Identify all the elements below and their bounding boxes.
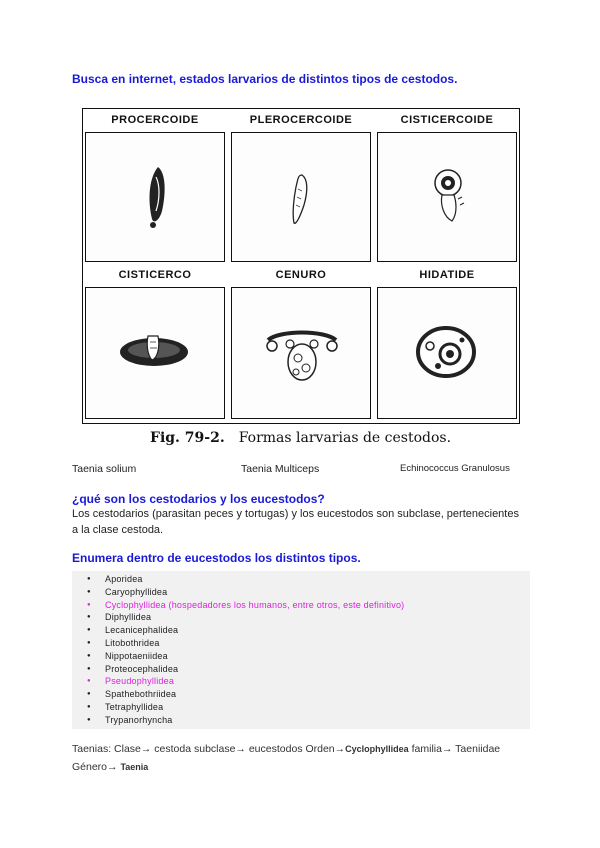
heading-larval-stages: Busca en internet, estados larvarios de distintos tipos de cestodos. (72, 72, 458, 86)
panel-procercoide (85, 132, 225, 262)
panel-hidatide (377, 287, 517, 419)
species-taenia-solium: Taenia solium (72, 463, 137, 475)
taxonomy-classification: Taenias: Clase→ cestoda subclase→ eucestodos Orden→ (72, 743, 346, 755)
label-cenuro: CENURO (275, 269, 327, 281)
label-cisticercoide: CISTICERCOIDE (400, 114, 494, 126)
paragraph-line-1: Los cestodarios (parasitan peces y tortugas) y los eucestodos son subclase, pertenecientes (72, 508, 519, 520)
heading-cestodarios: ¿qué son los cestodarios y los eucestodos? (72, 492, 325, 506)
list-item: ● Nippotaeniidea (105, 650, 404, 663)
list-item: ● Aporidea (105, 573, 404, 586)
list-item: ● Lecanicephalidea (105, 624, 404, 637)
list-item: ● Diphyllidea (105, 611, 404, 624)
procercoide-illustration (86, 133, 224, 261)
list-item: ● Proteocephalidea (105, 663, 404, 676)
paragraph-line-2: a la clase cestoda. (72, 524, 164, 536)
list-item: ● Litobothridea (105, 637, 404, 650)
list-item: ● Tetraphyllidea (105, 701, 404, 714)
panel-plerocercoide (231, 132, 371, 262)
list-item: ● Cyclophyllidea (hospedadores los humanos, entre otros, este definitivo) (105, 599, 404, 612)
larval-forms-figure (82, 108, 520, 424)
taxonomy-paragraph (72, 740, 500, 776)
taxonomy-line-1 (72, 740, 500, 758)
list-item: ● Trypanorhyncha (105, 714, 404, 727)
hidatide-illustration (378, 288, 516, 418)
list-item: ● Spathebothriidea (105, 688, 404, 701)
caption-text: Formas larvarias de cestodos. (238, 430, 452, 446)
list-item: ● Caryophyllidea (105, 586, 404, 599)
taxonomy-order: Cyclophyllidea (345, 744, 409, 754)
heading-eucestodos-types: Enumera dentro de eucestodos los distintos tipos. (72, 551, 361, 565)
plerocercoide-illustration (232, 133, 370, 261)
label-plerocercoide: PLEROCERCOIDE (249, 114, 353, 126)
taxonomy-genus-label: Género→ (72, 761, 118, 773)
figure-caption (150, 430, 451, 446)
label-procercoide: PROCERCOIDE (111, 114, 199, 126)
label-cisticerco: CISTICERCO (118, 269, 192, 281)
panel-cisticercoide (377, 132, 517, 262)
list-item: ● Pseudophyllidea (105, 675, 404, 688)
cisticercoide-illustration (378, 133, 516, 261)
taxonomy-line-2 (72, 758, 500, 776)
caption-number: Fig. 79-2. (150, 430, 225, 446)
species-echinococcus: Echinococcus Granulosus (400, 463, 510, 474)
cenuro-illustration (232, 288, 370, 418)
taxonomy-genus: Taenia (120, 762, 149, 772)
panel-cisticerco (85, 287, 225, 419)
eucestodos-orders-list (105, 573, 404, 727)
label-hidatide: HIDATIDE (419, 269, 475, 281)
species-taenia-multiceps: Taenia Multiceps (241, 463, 320, 475)
taxonomy-family: familia→ Taeniidae (411, 743, 501, 755)
panel-cenuro (231, 287, 371, 419)
cisticerco-illustration (86, 288, 224, 418)
